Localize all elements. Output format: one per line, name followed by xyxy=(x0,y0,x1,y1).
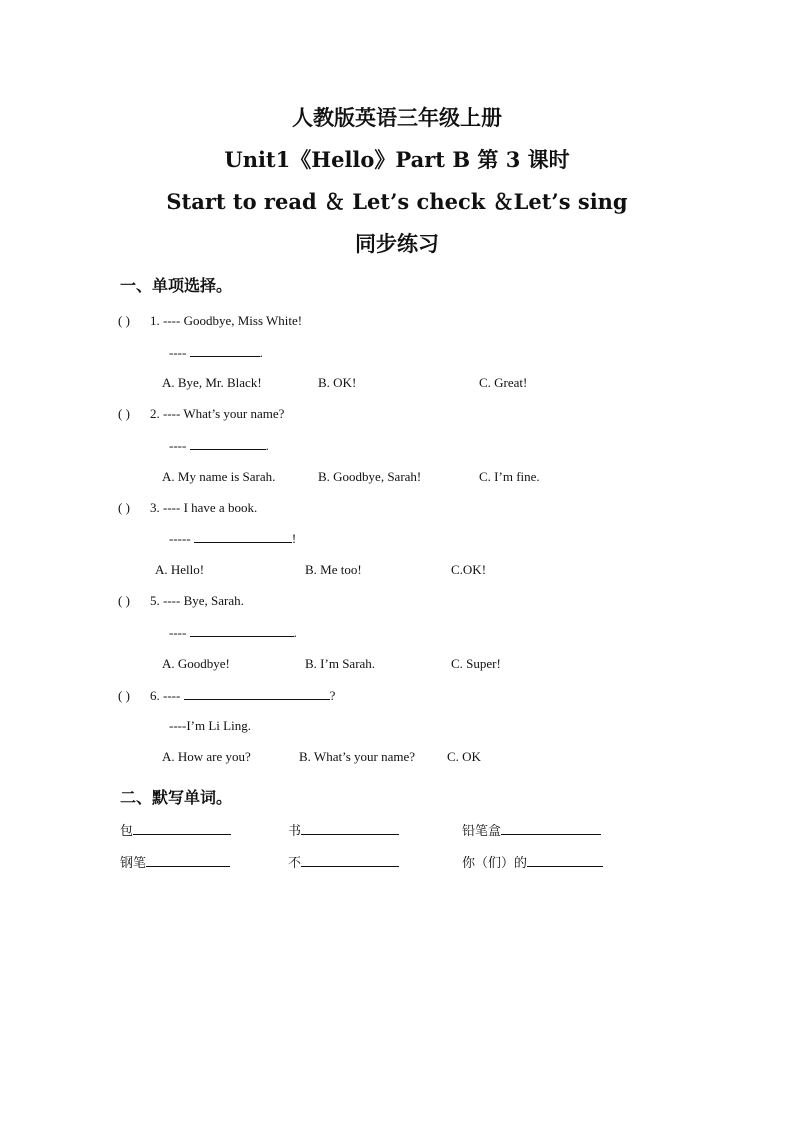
question-prompt: 2. ---- What’s your name? xyxy=(150,406,285,421)
word-item-book xyxy=(288,822,399,840)
answer-blank[interactable] xyxy=(194,530,292,543)
word-blank[interactable] xyxy=(133,822,231,835)
question-6-option-a: A. How are you? xyxy=(162,749,251,764)
answer-prefix: ----- xyxy=(169,531,191,546)
word-label: 书 xyxy=(288,824,302,839)
answer-suffix: . xyxy=(265,438,269,453)
word-blank[interactable] xyxy=(301,854,399,867)
question-3-option-b: B. Me too! xyxy=(305,562,362,577)
question-6-answer: ----I’m Li Ling. xyxy=(169,718,251,733)
word-item-your xyxy=(462,854,603,872)
question-2 xyxy=(118,406,284,422)
question-5-option-a: A. Goodbye! xyxy=(162,656,230,671)
answer-prefix: ---- xyxy=(169,438,187,453)
question-5-option-c: C. Super! xyxy=(451,656,501,671)
question-5-option-b: B. I’m Sarah. xyxy=(305,656,376,671)
question-1-option-a: A. Bye, Mr. Black! xyxy=(162,375,262,390)
title-line-1: 人教版英语三年级上册 xyxy=(292,105,502,130)
answer-paren[interactable]: ( ) xyxy=(118,500,130,515)
question-5 xyxy=(118,593,244,609)
question-6 xyxy=(118,687,335,704)
word-label: 不 xyxy=(288,856,302,871)
section-heading-1: 一、单项选择。 xyxy=(120,276,233,295)
question-3-option-a: A. Hello! xyxy=(155,562,205,577)
word-label: 包 xyxy=(120,824,134,839)
question-prompt: 6. ---- xyxy=(150,688,181,703)
answer-prefix: ---- xyxy=(169,625,187,640)
answer-suffix: . xyxy=(259,345,263,360)
answer-prefix: ---- xyxy=(169,345,187,360)
answer-paren[interactable]: ( ) xyxy=(118,406,130,421)
question-prompt: 5. ---- Bye, Sarah. xyxy=(150,593,244,608)
question-5-answer xyxy=(169,624,297,641)
question-3-answer xyxy=(169,530,296,547)
answer-blank[interactable] xyxy=(190,437,266,450)
title-line-2: Unit1《Hello》Part B 第 3 课时 xyxy=(224,147,570,172)
title-line-4: 同步练习 xyxy=(355,231,439,256)
answer-blank[interactable] xyxy=(184,687,330,700)
question-1-option-b: B. OK! xyxy=(318,375,357,390)
title-line-3: Start to read ＆ Let’s check ＆Let’s sing xyxy=(166,189,628,214)
word-label: 你（们）的 xyxy=(462,856,528,871)
word-blank[interactable] xyxy=(501,822,601,835)
prompt-suffix: ? xyxy=(329,688,336,703)
answer-blank[interactable] xyxy=(190,624,294,637)
question-prompt: 1. ---- Goodbye, Miss White! xyxy=(150,313,303,328)
word-blank[interactable] xyxy=(301,822,399,835)
question-3 xyxy=(118,500,257,516)
question-1-option-c: C. Great! xyxy=(479,375,528,390)
question-6-option-c: C. OK xyxy=(447,749,481,764)
answer-suffix: ! xyxy=(291,531,297,546)
answer-suffix: . xyxy=(293,625,297,640)
answer-paren[interactable]: ( ) xyxy=(118,593,130,608)
question-2-option-a: A. My name is Sarah. xyxy=(162,469,276,484)
word-blank[interactable] xyxy=(146,854,230,867)
answer-paren[interactable]: ( ) xyxy=(118,688,130,703)
answer-blank[interactable] xyxy=(190,344,260,357)
word-label: 钢笔 xyxy=(120,856,147,871)
question-6-option-b: B. What’s your name? xyxy=(299,749,416,764)
answer-paren[interactable]: ( ) xyxy=(118,313,130,328)
question-prompt: 3. ---- I have a book. xyxy=(150,500,258,515)
word-item-no xyxy=(288,854,399,872)
question-1-answer xyxy=(169,344,263,361)
word-blank[interactable] xyxy=(527,854,603,867)
question-3-option-c: C.OK! xyxy=(451,562,487,577)
word-item-pencil-box xyxy=(462,822,601,840)
section-heading-2: 二、默写单词。 xyxy=(120,788,233,807)
question-1 xyxy=(118,313,302,329)
word-item-bag xyxy=(120,822,231,840)
question-2-option-c: C. I’m fine. xyxy=(479,469,540,484)
word-item-pen xyxy=(120,854,230,872)
question-2-option-b: B. Goodbye, Sarah! xyxy=(318,469,422,484)
word-label: 铅笔盒 xyxy=(462,824,502,839)
question-2-answer xyxy=(169,437,269,454)
